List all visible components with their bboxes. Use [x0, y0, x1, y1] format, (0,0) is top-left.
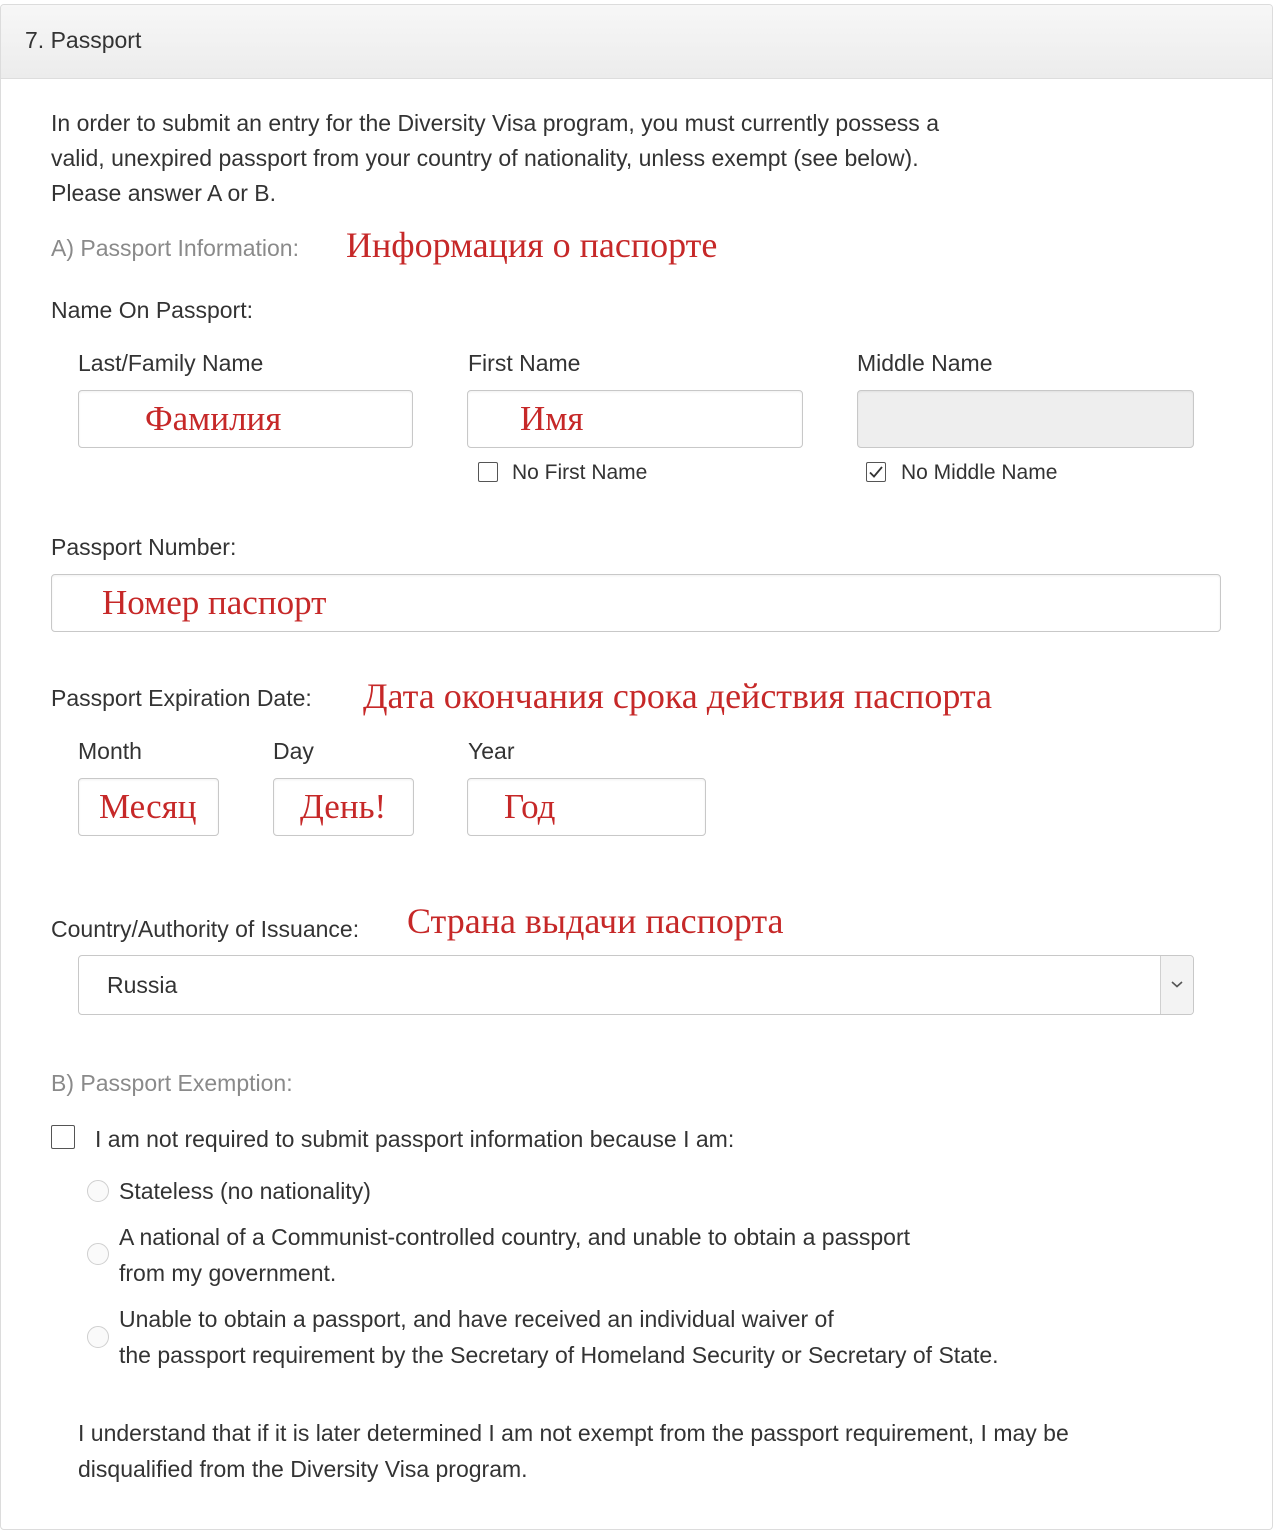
last-name-value: Фамилия: [145, 399, 282, 438]
passport-exempt-label: I am not required to submit passport information because I am:: [95, 1126, 735, 1152]
option-1-line-1: Stateless (no nationality): [119, 1178, 371, 1204]
section-a-note: Информация о паспорте: [346, 225, 718, 265]
section-b-label: B) Passport Exemption:: [51, 1070, 293, 1096]
first-name-label: First Name: [468, 350, 581, 376]
check-icon: [868, 464, 884, 480]
disclaimer-text: [78, 1415, 1069, 1487]
disclaimer-line-2: disqualified from the Diversity Visa program.: [78, 1456, 528, 1482]
country-select[interactable]: [78, 955, 1194, 1015]
no-first-name-checkbox[interactable]: [478, 462, 498, 482]
passport-exempt-checkbox[interactable]: [51, 1125, 75, 1149]
intro-text: [51, 106, 1051, 211]
year-label: Year: [468, 738, 515, 764]
passport-number-value: Номер паспорт: [102, 583, 327, 622]
section-a-label: A) Passport Information:: [51, 235, 299, 261]
first-name-input[interactable]: [467, 390, 803, 448]
last-name-input[interactable]: [78, 390, 413, 448]
day-input[interactable]: [273, 778, 414, 836]
intro-line-2: valid, unexpired passport from your country of nationality, unless exempt (see below).: [51, 145, 919, 171]
intro-line-1: In order to submit an entry for the Diversity Visa program, you must currently possess a: [51, 110, 939, 136]
no-middle-name-checkbox[interactable]: [866, 462, 886, 482]
country-selected-value: Russia: [107, 972, 178, 998]
name-on-passport-label: Name On Passport:: [51, 297, 253, 323]
month-value: Месяц: [99, 787, 197, 826]
select-caret[interactable]: [1160, 956, 1193, 1014]
expiration-date-label: Passport Expiration Date:: [51, 685, 312, 711]
country-label: Country/Authority of Issuance:: [51, 916, 360, 942]
disclaimer-line-1: I understand that if it is later determined I am not exempt from the passport requirement, I may be: [78, 1420, 1069, 1446]
radio-waiver[interactable]: [87, 1326, 109, 1348]
option-3-line-2: the passport requirement by the Secretary of Homeland Security or Secretary of State.: [119, 1342, 999, 1368]
day-value: День!: [300, 787, 387, 826]
no-first-name-label: No First Name: [512, 461, 648, 484]
year-input[interactable]: [467, 778, 706, 836]
option-waiver-text: [119, 1301, 999, 1373]
option-2-line-1: A national of a Communist-controlled country, and unable to obtain a passport: [119, 1224, 910, 1250]
middle-name-label: Middle Name: [857, 350, 993, 376]
passport-number-label: Passport Number:: [51, 534, 237, 560]
middle-name-input[interactable]: [857, 390, 1194, 448]
panel-title: 7. Passport: [25, 27, 142, 53]
panel-heading: [1, 5, 1272, 79]
option-stateless-text: [119, 1173, 371, 1209]
option-communist-text: [119, 1219, 910, 1291]
expiration-date-note: Дата окончания срока действия паспорта: [363, 676, 993, 716]
radio-stateless[interactable]: [87, 1180, 109, 1202]
day-label: Day: [273, 738, 314, 764]
radio-communist-country[interactable]: [87, 1243, 109, 1265]
passport-number-input[interactable]: [51, 574, 1221, 632]
intro-line-3: Please answer A or B.: [51, 180, 277, 206]
country-note: Страна выдачи паспорта: [407, 901, 784, 941]
year-value: Год: [504, 787, 556, 826]
month-input[interactable]: [78, 778, 219, 836]
no-middle-name-label: No Middle Name: [901, 461, 1058, 484]
month-label: Month: [78, 738, 142, 764]
chevron-down-icon: [1170, 979, 1184, 989]
option-2-line-2: from my government.: [119, 1260, 337, 1286]
first-name-value: Имя: [520, 399, 584, 438]
last-name-label: Last/Family Name: [78, 350, 264, 376]
option-3-line-1: Unable to obtain a passport, and have received an individual waiver of: [119, 1306, 834, 1332]
